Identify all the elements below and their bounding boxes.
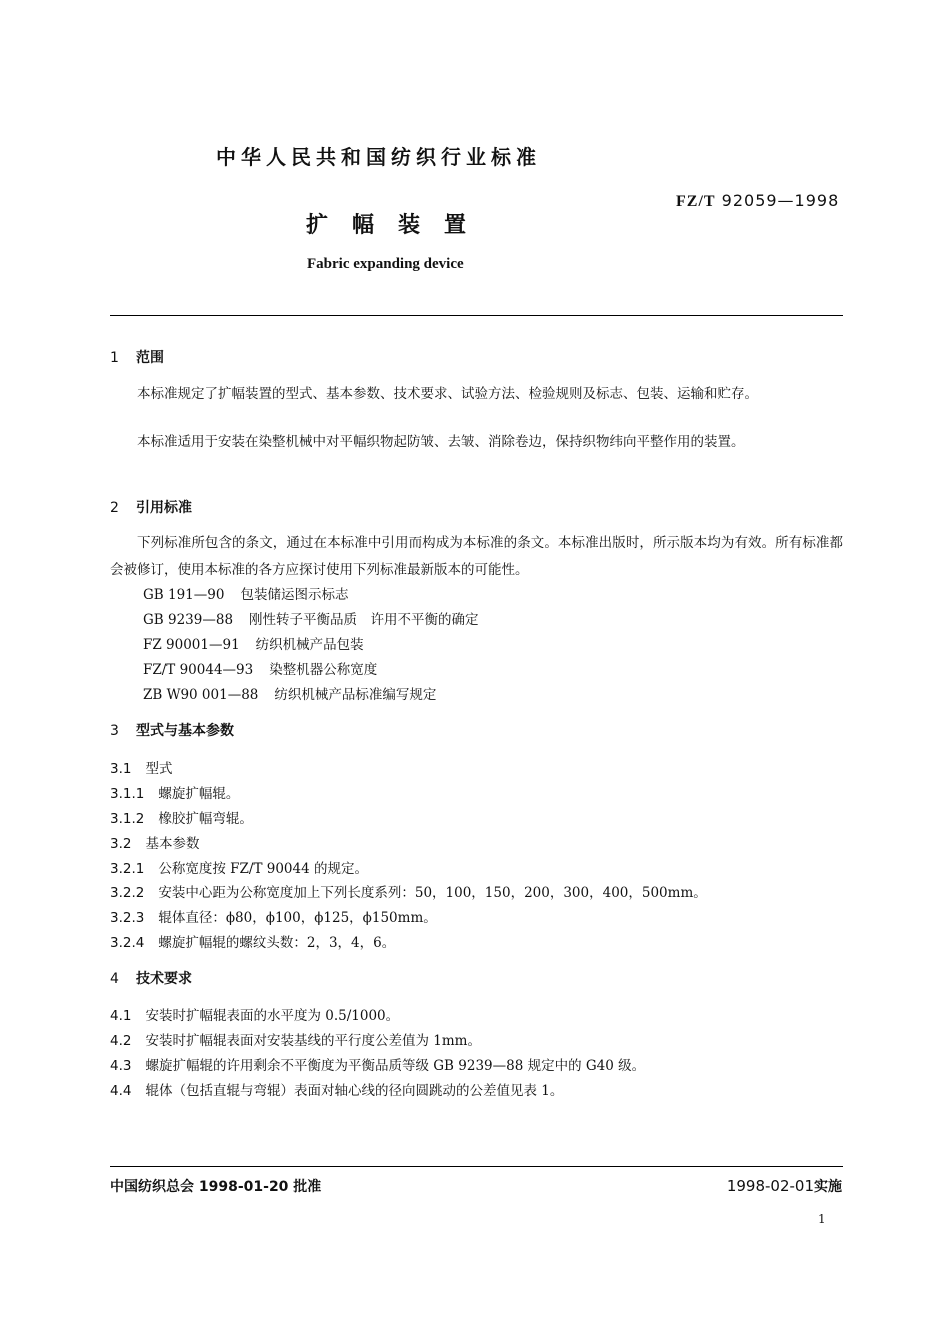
section-heading <box>110 497 192 517</box>
clause <box>110 1004 399 1024</box>
clause-number: 3.2.2 <box>110 885 145 901</box>
standard-prefix: FZ/T <box>676 193 716 210</box>
reference-title: 染整机器公称宽度 <box>269 662 378 678</box>
clause-text: 公称宽度按 FZ/T 90044 的规定。 <box>158 861 368 877</box>
header-divider <box>110 315 843 316</box>
clause <box>110 757 172 777</box>
clause <box>110 1079 563 1099</box>
clause-text: 螺旋扩幅辊的螺纹头数：2，3，4，6。 <box>158 935 396 951</box>
section-title: 范围 <box>136 350 164 366</box>
footer-divider <box>110 1166 843 1167</box>
paragraph: 本标准规定了扩幅装置的型式、基本参数、技术要求、试验方法、检验规则及标志、包装、运输和贮存。 <box>137 386 758 402</box>
page-number: 1 <box>818 1212 826 1226</box>
effective-label: 实施 <box>814 1179 842 1195</box>
document-title: 扩幅装置 <box>306 213 491 238</box>
clause <box>110 1029 481 1049</box>
section-number: 2 <box>110 500 119 516</box>
reference-item <box>143 608 479 628</box>
reference-code: GB 191—90 <box>143 587 225 603</box>
clause <box>110 857 368 877</box>
clause-text: 辊体直径：ϕ80，ϕ100，ϕ125，ϕ150mm。 <box>158 910 437 926</box>
clause-number: 3.2 <box>110 836 132 852</box>
reference-code: GB 9239—88 <box>143 612 234 628</box>
reference-code: ZB W90 001—88 <box>143 687 259 703</box>
document-title-en: Fabric expanding device <box>307 256 464 272</box>
clause-number: 3.2.3 <box>110 910 145 926</box>
approval-note: 中国纺织总会 1998-01-20 批准 <box>110 1179 322 1195</box>
section-title: 引用标准 <box>136 500 192 516</box>
clause <box>110 1054 645 1074</box>
section-number: 1 <box>110 350 119 366</box>
reference-title: 纺织机械产品标准编写规定 <box>274 687 437 703</box>
clause-text: 型式 <box>145 761 173 777</box>
reference-title: 纺织机械产品包装 <box>255 637 364 653</box>
clause-number: 4.4 <box>110 1083 132 1099</box>
clause-number: 4.1 <box>110 1008 132 1024</box>
clause <box>110 931 395 951</box>
clause <box>110 881 707 901</box>
section-number: 3 <box>110 723 119 739</box>
clause-text: 螺旋扩幅辊的许用剩余不平衡度为平衡品质等级 GB 9239—88 规定中的 G40 级。 <box>145 1058 646 1074</box>
clause <box>110 807 253 827</box>
effective-date: 1998-02-01 <box>726 1177 814 1195</box>
section-heading <box>110 968 192 988</box>
org-title: 中华人民共和国纺织行业标准 <box>216 145 541 169</box>
section-heading <box>110 347 164 367</box>
reference-item <box>143 683 436 703</box>
clause-text: 辊体（包括直辊与弯辊）表面对轴心线的径向圆跳动的公差值见表 1。 <box>145 1083 564 1099</box>
paragraph: 本标准适用于安装在染整机械中对平幅织物起防皱、去皱、消除卷边，保持织物纬向平整作用的装置。 <box>137 434 745 450</box>
reference-title: 刚性转子平衡品质 许用不平衡的确定 <box>249 612 479 628</box>
reference-title: 包装储运图示标志 <box>240 587 349 603</box>
reference-code: FZ 90001—91 <box>143 637 240 653</box>
clause-text: 安装时扩幅辊表面的水平度为 0.5/1000。 <box>145 1008 400 1024</box>
clause <box>110 832 199 852</box>
reference-item <box>143 658 377 678</box>
paragraph: 下列标准所包含的条文，通过在本标准中引用而构成为本标准的条文。本标准出版时，所示版本均为有效。所有标准都会被修订，使用本标准的各方应探讨使用下列标准最新版本的可能性。 <box>110 535 843 578</box>
clause-number: 4.3 <box>110 1058 132 1074</box>
clause-number: 3.2.1 <box>110 861 145 877</box>
clause-text: 螺旋扩幅辊。 <box>158 786 240 802</box>
clause-number: 3.1.1 <box>110 786 145 802</box>
clause-text: 橡胶扩幅弯辊。 <box>158 811 253 827</box>
clause-number: 3.1 <box>110 761 132 777</box>
section-title: 技术要求 <box>136 971 192 987</box>
section-heading <box>110 720 234 740</box>
standard-number <box>676 191 839 211</box>
clause-number: 3.1.2 <box>110 811 145 827</box>
reference-item <box>143 633 364 653</box>
reference-code: FZ/T 90044—93 <box>143 662 254 678</box>
clause <box>110 906 437 926</box>
reference-item <box>143 583 348 603</box>
clause-number: 4.2 <box>110 1033 132 1049</box>
clause-text: 基本参数 <box>145 836 200 852</box>
effective-note <box>727 1176 842 1196</box>
clause-number: 3.2.4 <box>110 935 145 951</box>
section-title: 型式与基本参数 <box>136 723 234 739</box>
clause-text: 安装时扩幅辊表面对安装基线的平行度公差值为 1mm。 <box>145 1033 481 1049</box>
section-number: 4 <box>110 971 119 987</box>
clause-text: 安装中心距为公称宽度加上下列长度系列：50，100，150，200，300，400，500mm。 <box>158 885 707 901</box>
standard-code: 92059—1998 <box>721 191 840 210</box>
clause <box>110 782 239 802</box>
